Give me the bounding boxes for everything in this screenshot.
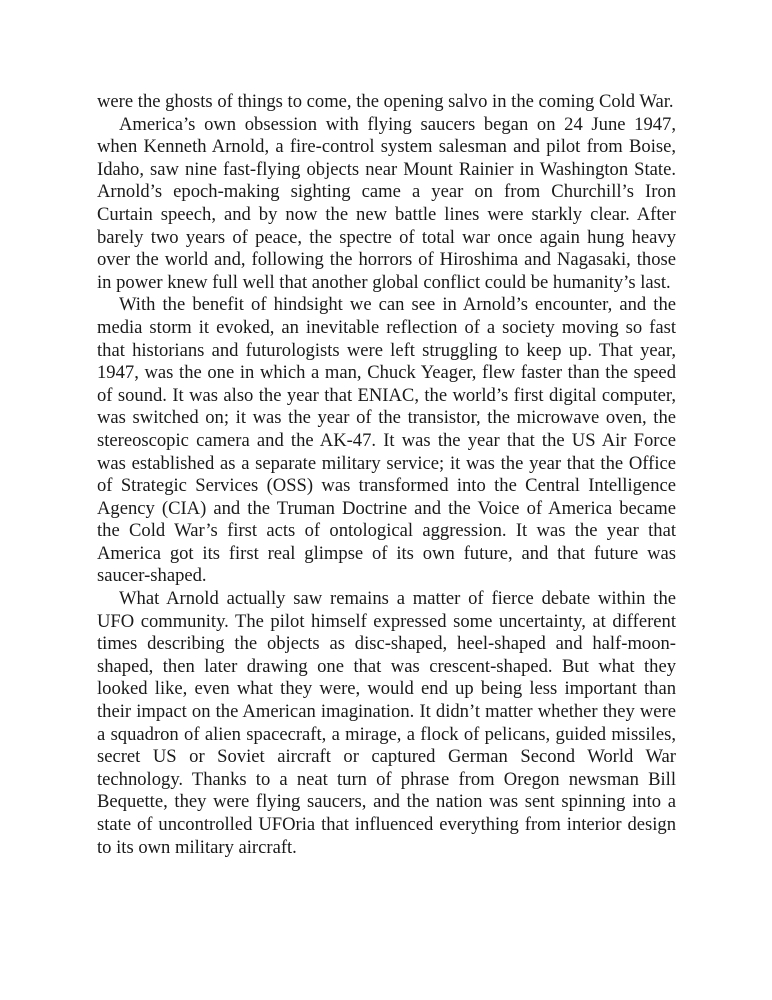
paragraph-arnold-sighting: America’s own obsession with flying saucers began on 24 June 1947, when Kenneth Arnold, a fire-control system salesman and pilot from Boise, Idaho, saw nine fast-flying objects near Mount Rainier in Washington State. Arnold’s epoch-making sighting came a year on from Churchill’s Iron Curtain speech, and by now the new battle lines were starkly clear. After barely two years of peace, the spectre of total war once again hung heavy over the world and, following the horrors of Hiroshima and Nagasaki, those in power knew full well that another global conflict could be humanity’s last. [97, 113, 676, 293]
paragraph-continuation: were the ghosts of things to come, the opening salvo in the coming Cold War. [97, 91, 674, 112]
book-page-body [97, 91, 676, 859]
paragraph-what-arnold-saw: What Arnold actually saw remains a matter of fierce debate within the UFO community. The pilot himself expressed some uncertainty, at different times describing the objects as disc-shaped, heel-shaped and half-moon-shaped, then later drawing one that was crescent-shaped. But what they looked like, even what they were, would end up being less important than their impact on the American imagination. It didn’t matter whether they were a squadron of alien spacecraft, a mirage, a flock of pelicans, guided missiles, secret US or Soviet aircraft or captured German Second World War technology. Thanks to a neat turn of phrase from Oregon newsman Bill Bequette, they were flying saucers, and the nation was sent spinning into a state of uncontrolled UFOria that influenced everything from interior design to its own military aircraft. [97, 588, 676, 858]
paragraph-hindsight-1947: With the benefit of hindsight we can see in Arnold’s encounter, and the media storm it evoked, an inevitable reflection of a society moving so fast that historians and futurologists were left struggling to keep up. That year, 1947, was the one in which a man, Chuck Yeager, flew faster than the speed of sound. It was also the year that ENIAC, the world’s first digital computer, was switched on; it was the year of the transistor, the microwave oven, the stereoscopic camera and the AK-47. It was the year that the US Air Force was established as a separate military service; it was the year that the Office of Strategic Services (OSS) was transformed into the Central Intelligence Agency (CIA) and the Truman Doctrine and the Voice of America became the Cold War’s first acts of ontological aggression. It was the year that America got its first real glimpse of its own future, and that future was saucer-shaped. [97, 294, 676, 587]
